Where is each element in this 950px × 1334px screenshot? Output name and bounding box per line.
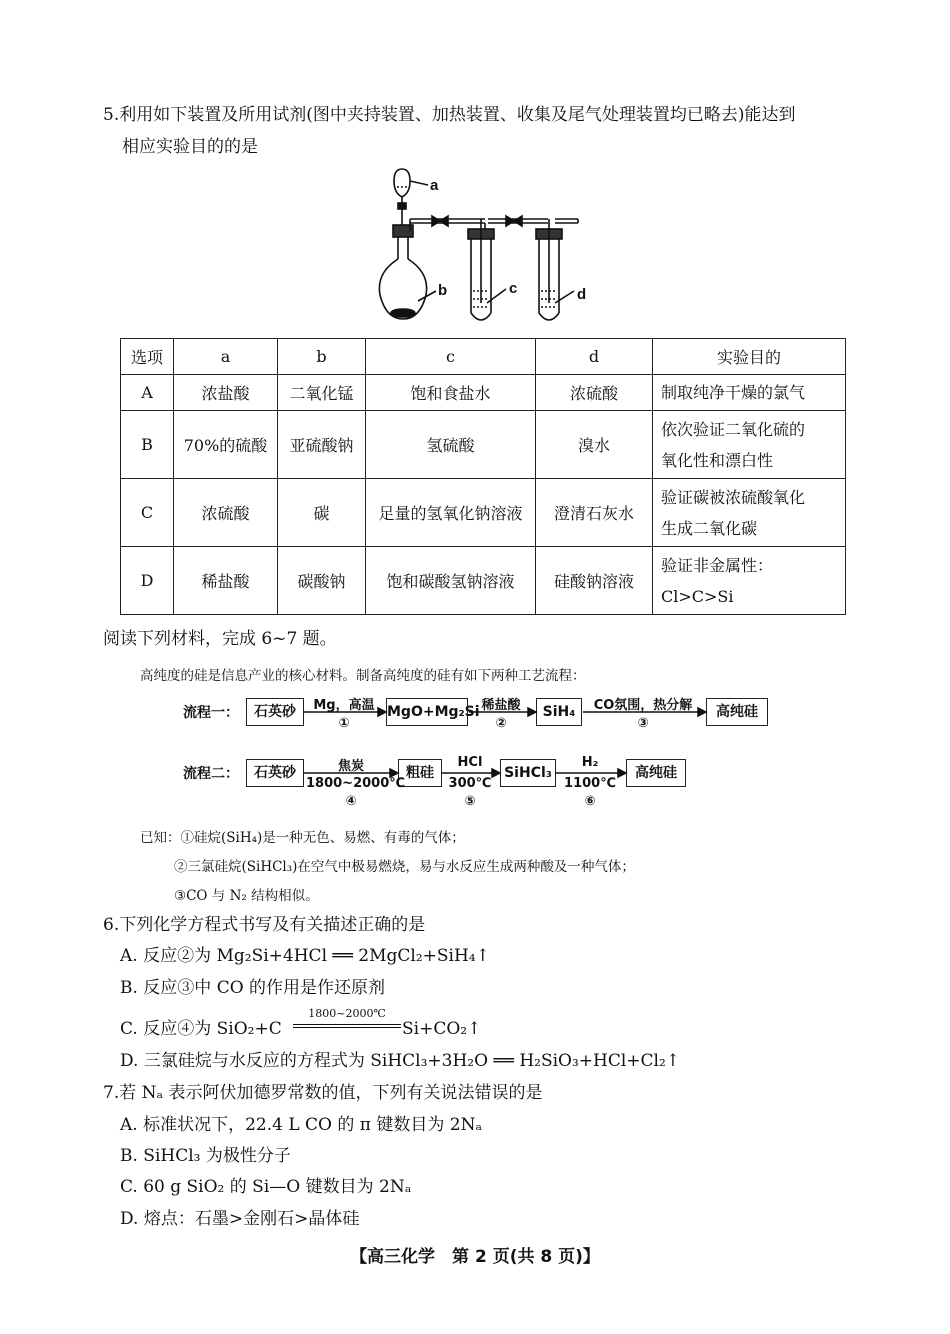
q6-option-c-pre: C. 反应④为 SiO₂+C xyxy=(120,1019,282,1039)
flow2-arrow1-top: 焦炭 xyxy=(337,759,364,774)
flow2-arrow2-bottom: ⑤ xyxy=(464,794,476,809)
q7-option-a: A. 标准状况下，22.4 L CO 的 π 键数目为 2Nₐ xyxy=(120,1115,483,1135)
flow1-arrow3-top: CO氛围，热分解 xyxy=(593,698,693,713)
flow1-arrow2-top: 稀盐酸 xyxy=(481,698,521,713)
q6-option-c-post: Si+CO₂↑ xyxy=(402,1019,482,1039)
header-a: a xyxy=(174,339,278,375)
q6-option-b: B. 反应③中 CO 的作用是作还原剂 xyxy=(120,978,386,998)
flow1-arrow1-top: Mg，高温 xyxy=(313,698,375,713)
flow2-box-pure-si: 高纯硅 xyxy=(626,759,686,787)
header-c: c xyxy=(366,339,536,375)
flow2-box-crude-si: 粗硅 xyxy=(398,759,442,787)
q7-option-c: C. 60 g SiO₂ 的 Si—O 键数目为 2Nₐ xyxy=(120,1177,412,1197)
known-2: ②三氯硅烷(SiHCl₃)在空气中极易燃烧，易与水反应生成两种酸及一种气体； xyxy=(174,859,635,875)
q5-stem-line1: 5.利用如下装置及所用试剂(图中夹持装置、加热装置、收集及尾气处理装置均已略去)能达到 xyxy=(103,105,796,125)
header-d: d xyxy=(536,339,653,375)
flow1-box-sih4: SiH₄ xyxy=(536,698,582,726)
header-goal: 实验目的 xyxy=(653,339,846,375)
header-option: 选项 xyxy=(121,339,174,375)
table-row: A 浓盐酸 二氧化锰 饱和食盐水 浓硫酸 制取纯净干燥的氯气 xyxy=(121,375,846,411)
label-a: a xyxy=(430,177,439,194)
header-b: b xyxy=(278,339,366,375)
flow1-arrow2-bottom: ② xyxy=(495,716,507,731)
q5-stem-line2: 相应实验目的的是 xyxy=(122,137,258,157)
label-c: c xyxy=(509,280,518,297)
flow2-box-sihcl3: SiHCl₃ xyxy=(500,759,556,787)
q6-option-a: A. 反应②为 Mg₂Si+4HCl ══ 2MgCl₂+SiH₄↑ xyxy=(120,946,490,966)
table-row: C 浓硫酸 碳 足量的氢氧化钠溶液 澄清石灰水 验证碳被浓硫酸氧化 生成二氧化碳 xyxy=(121,479,846,547)
reading-intro: 阅读下列材料，完成 6~7 题。 xyxy=(103,629,337,649)
flow2-arrow2-top: HCl xyxy=(457,755,483,770)
flow2-arrow3-bottom: ⑥ xyxy=(584,794,596,809)
material-text: 高纯度的硅是信息产业的核心材料。制备高纯度的硅有如下两种工艺流程： xyxy=(140,668,586,684)
q6-reaction-line2 xyxy=(293,1027,401,1028)
q6-reaction-line xyxy=(293,1024,401,1025)
flow1-arrow1-bottom: ① xyxy=(338,716,350,731)
flow1-box-quartz: 石英砂 xyxy=(246,698,304,726)
flow2-label: 流程二： xyxy=(183,766,239,782)
table-row: B 70%的硫酸 亚硫酸钠 氢硫酸 溴水 依次验证二氧化硫的 氧化性和漂白性 xyxy=(121,411,846,479)
label-b: b xyxy=(438,282,448,299)
label-d: d xyxy=(577,286,587,303)
known-1: 已知：①硅烷(SiH₄)是一种无色、易燃、有毒的气体； xyxy=(140,830,465,846)
flow1-box-mgo: MgO+Mg₂Si xyxy=(386,698,468,726)
q7-option-d: D. 熔点：石墨>金刚石>晶体硅 xyxy=(120,1209,360,1229)
q6-option-d: D. 三氯硅烷与水反应的方程式为 SiHCl₃+3H₂O ══ H₂SiO₃+HCl+Cl₂↑ xyxy=(120,1051,681,1071)
flow1-arrow3-bottom: ③ xyxy=(637,716,649,731)
flow2-arrow3-top: H₂ xyxy=(581,755,599,770)
page-footer: 【高三化学 第 2 页(共 8 页)】 xyxy=(350,1247,600,1267)
flow2-arrow3-mid: 1100℃ xyxy=(564,776,616,791)
flow2-arrow2-mid: 300℃ xyxy=(448,776,492,791)
q6-option-c-condition: 1800~2000℃ xyxy=(308,1007,386,1020)
flow2-arrow1-bottom: ④ xyxy=(345,794,357,809)
flow1-box-pure-si: 高纯硅 xyxy=(706,698,768,726)
flow1-label: 流程一： xyxy=(183,705,239,721)
q7-stem: 7.若 Nₐ 表示阿伏加德罗常数的值，下列有关说法错误的是 xyxy=(103,1083,543,1103)
table-row: D 稀盐酸 碳酸钠 饱和碳酸氢钠溶液 硅酸钠溶液 验证非金属性： Cl>C>Si xyxy=(121,547,846,615)
known-3: ③CO 与 N₂ 结构相似。 xyxy=(174,888,319,904)
flow2-box-quartz: 石英砂 xyxy=(246,759,304,787)
q6-stem: 6.下列化学方程式书写及有关描述正确的是 xyxy=(103,915,426,935)
flow2-arrow1-mid: 1800~2000℃ xyxy=(306,776,405,791)
q7-option-b: B. SiHCl₃ 为极性分子 xyxy=(120,1146,291,1166)
